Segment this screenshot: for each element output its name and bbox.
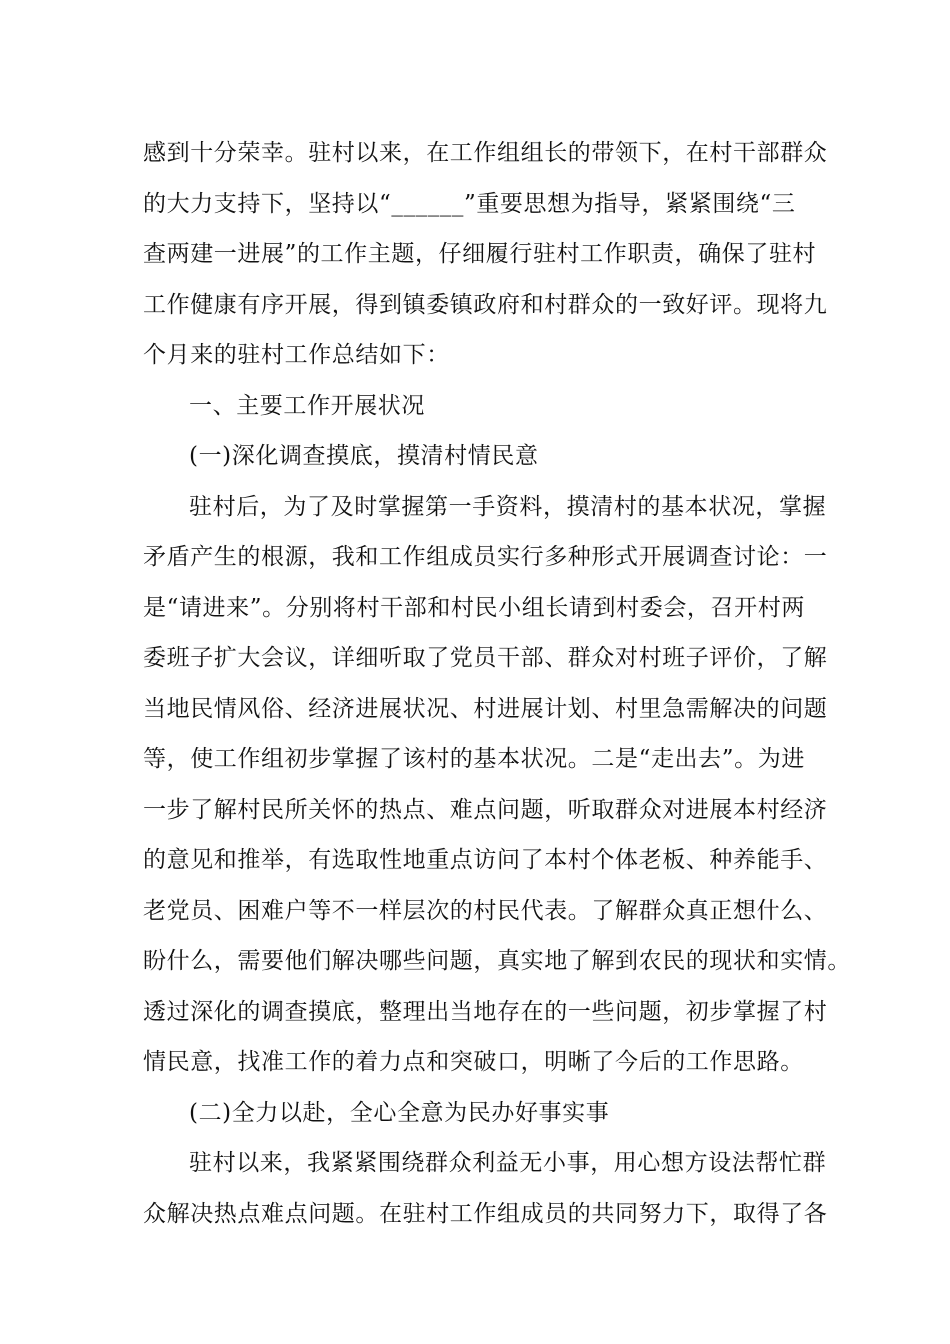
text-line: 矛盾产生的根源，我和工作组成员实行多种形式开展调查讨论：一 — [143, 544, 828, 570]
subsection-heading: (二)全力以赴，全心全意为民办好事实事 — [189, 1099, 610, 1126]
text-line: 老党员、困难户等不一样层次的村民代表。了解群众真正想什么、 — [143, 897, 828, 924]
text-line: 当地民情风俗、经济进展状况、村进展计划、村里急需解决的问题 — [143, 695, 828, 722]
document-body — [143, 128, 851, 1239]
text-line: 透过深化的调查摸底，整理出当地存在的一些问题，初步掌握了村 — [143, 998, 828, 1025]
text-line: 的意见和推举，有选取性地重点访问了本村个体老板、种养能手、 — [143, 847, 828, 873]
text-line: 情民意，找准工作的着力点和突破口，明晰了今后的工作思路。 — [143, 1049, 804, 1075]
text-line: 等，使工作组初步掌握了该村的基本状况。二是“走出去”。为进 — [143, 746, 805, 772]
section-heading: 一、主要工作开展状况 — [189, 392, 425, 419]
text-line: 一步了解村民所关怀的热点、难点问题，听取群众对进展本村经济 — [143, 796, 828, 823]
paragraph-start-line: 驻村以来，我紧紧围绕群众利益无小事，用心想方设法帮忙群 — [189, 1150, 827, 1176]
subsection-heading: (一)深化调查摸底，摸清村情民意 — [189, 443, 539, 469]
text-line: 委班子扩大会议，详细听取了党员干部、群众对村班子评价，了解 — [143, 645, 828, 671]
text-line: 感到十分荣幸。驻村以来，在工作组组长的带领下，在村干部群众 — [143, 140, 828, 166]
text-line: 个月来的驻村工作总结如下： — [143, 342, 450, 368]
text-line: 工作健康有序开展，得到镇委镇政府和村群众的一致好评。现将九 — [143, 291, 828, 318]
text-line: 的大力支持下，坚持以“______”重要思想为指导，紧紧围绕“三 — [143, 190, 796, 217]
paragraph-start-line: 驻村后，为了及时掌握第一手资料，摸清村的基本状况，掌握 — [189, 493, 827, 520]
text-line: 是“请进来”。分别将村干部和村民小组长请到村委会，召开村两 — [143, 594, 805, 621]
text-line: 众解决热点难点问题。在驻村工作组成员的共同努力下，取得了各 — [143, 1200, 828, 1227]
text-line: 查两建一进展”的工作主题，仔细履行驻村工作职责，确保了驻村 — [143, 241, 817, 267]
text-line: 盼什么，需要他们解决哪些问题，真实地了解到农民的现状和实情。 — [143, 948, 851, 974]
